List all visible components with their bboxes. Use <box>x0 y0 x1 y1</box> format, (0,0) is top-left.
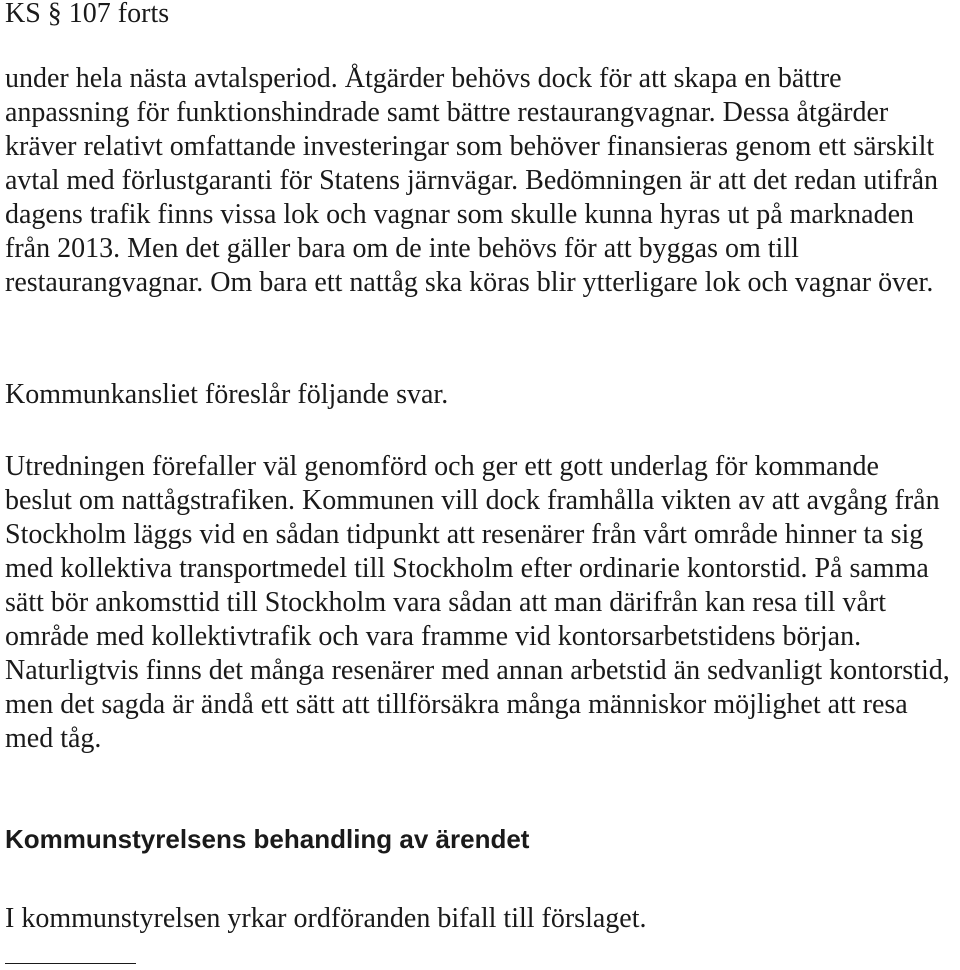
body-paragraph-2: Kommunkansliet föreslår följande svar. <box>5 379 449 410</box>
section-heading: Kommunstyrelsens behandling av ärendet <box>5 824 530 854</box>
body-paragraph-3: Utredningen förefaller väl genomförd och ger ett gott underlag för kommande beslut om nattågstrafiken. Kommunen vill dock framhålla vikten av att avgång från Stockholm läggs vid en sådan tidpunkt att resenärer från vårt område hinner ta sig med kollektiva transportmedel till Stockholm efter ordinarie kontorstid. På samma sätt bör ankomsttid till Stockholm vara sådan att man därifrån kan resa till vårt område med kollektivtrafik och vara framme vid kontorsarbetstidens början. Naturligtvis finns det många resenärer med annan arbetstid än sedvanligt kontorstid, men det sagda är ändå ett sätt att tillförsäkra många människor möjlighet att resa med tåg. <box>5 451 950 754</box>
body-paragraph-1: under hela nästa avtalsperiod. Åtgärder behövs dock för att skapa en bättre anpassning för funktionshindrade samt bättre restaurangvagnar. Dessa åtgärder kräver relativt omfattande investeringar som behöver finansieras genom ett särskilt avtal med förlustgaranti för Statens järnvägar. Bedömningen är att det redan utifrån dagens trafik finns vissa lok och vagnar som skulle kunna hyras ut på marknaden från 2013. Men det gäller bara om de inte behövs för att byggas om till restaurangvagnar. Om bara ett nattåg ska köras blir ytterligare lok och vagnar över. <box>5 63 939 298</box>
signature-rule <box>5 963 136 964</box>
page-header: KS § 107 forts <box>5 0 170 29</box>
closing-paragraph: I kommunstyrelsen yrkar ordföranden bifall till förslaget. <box>5 903 647 934</box>
